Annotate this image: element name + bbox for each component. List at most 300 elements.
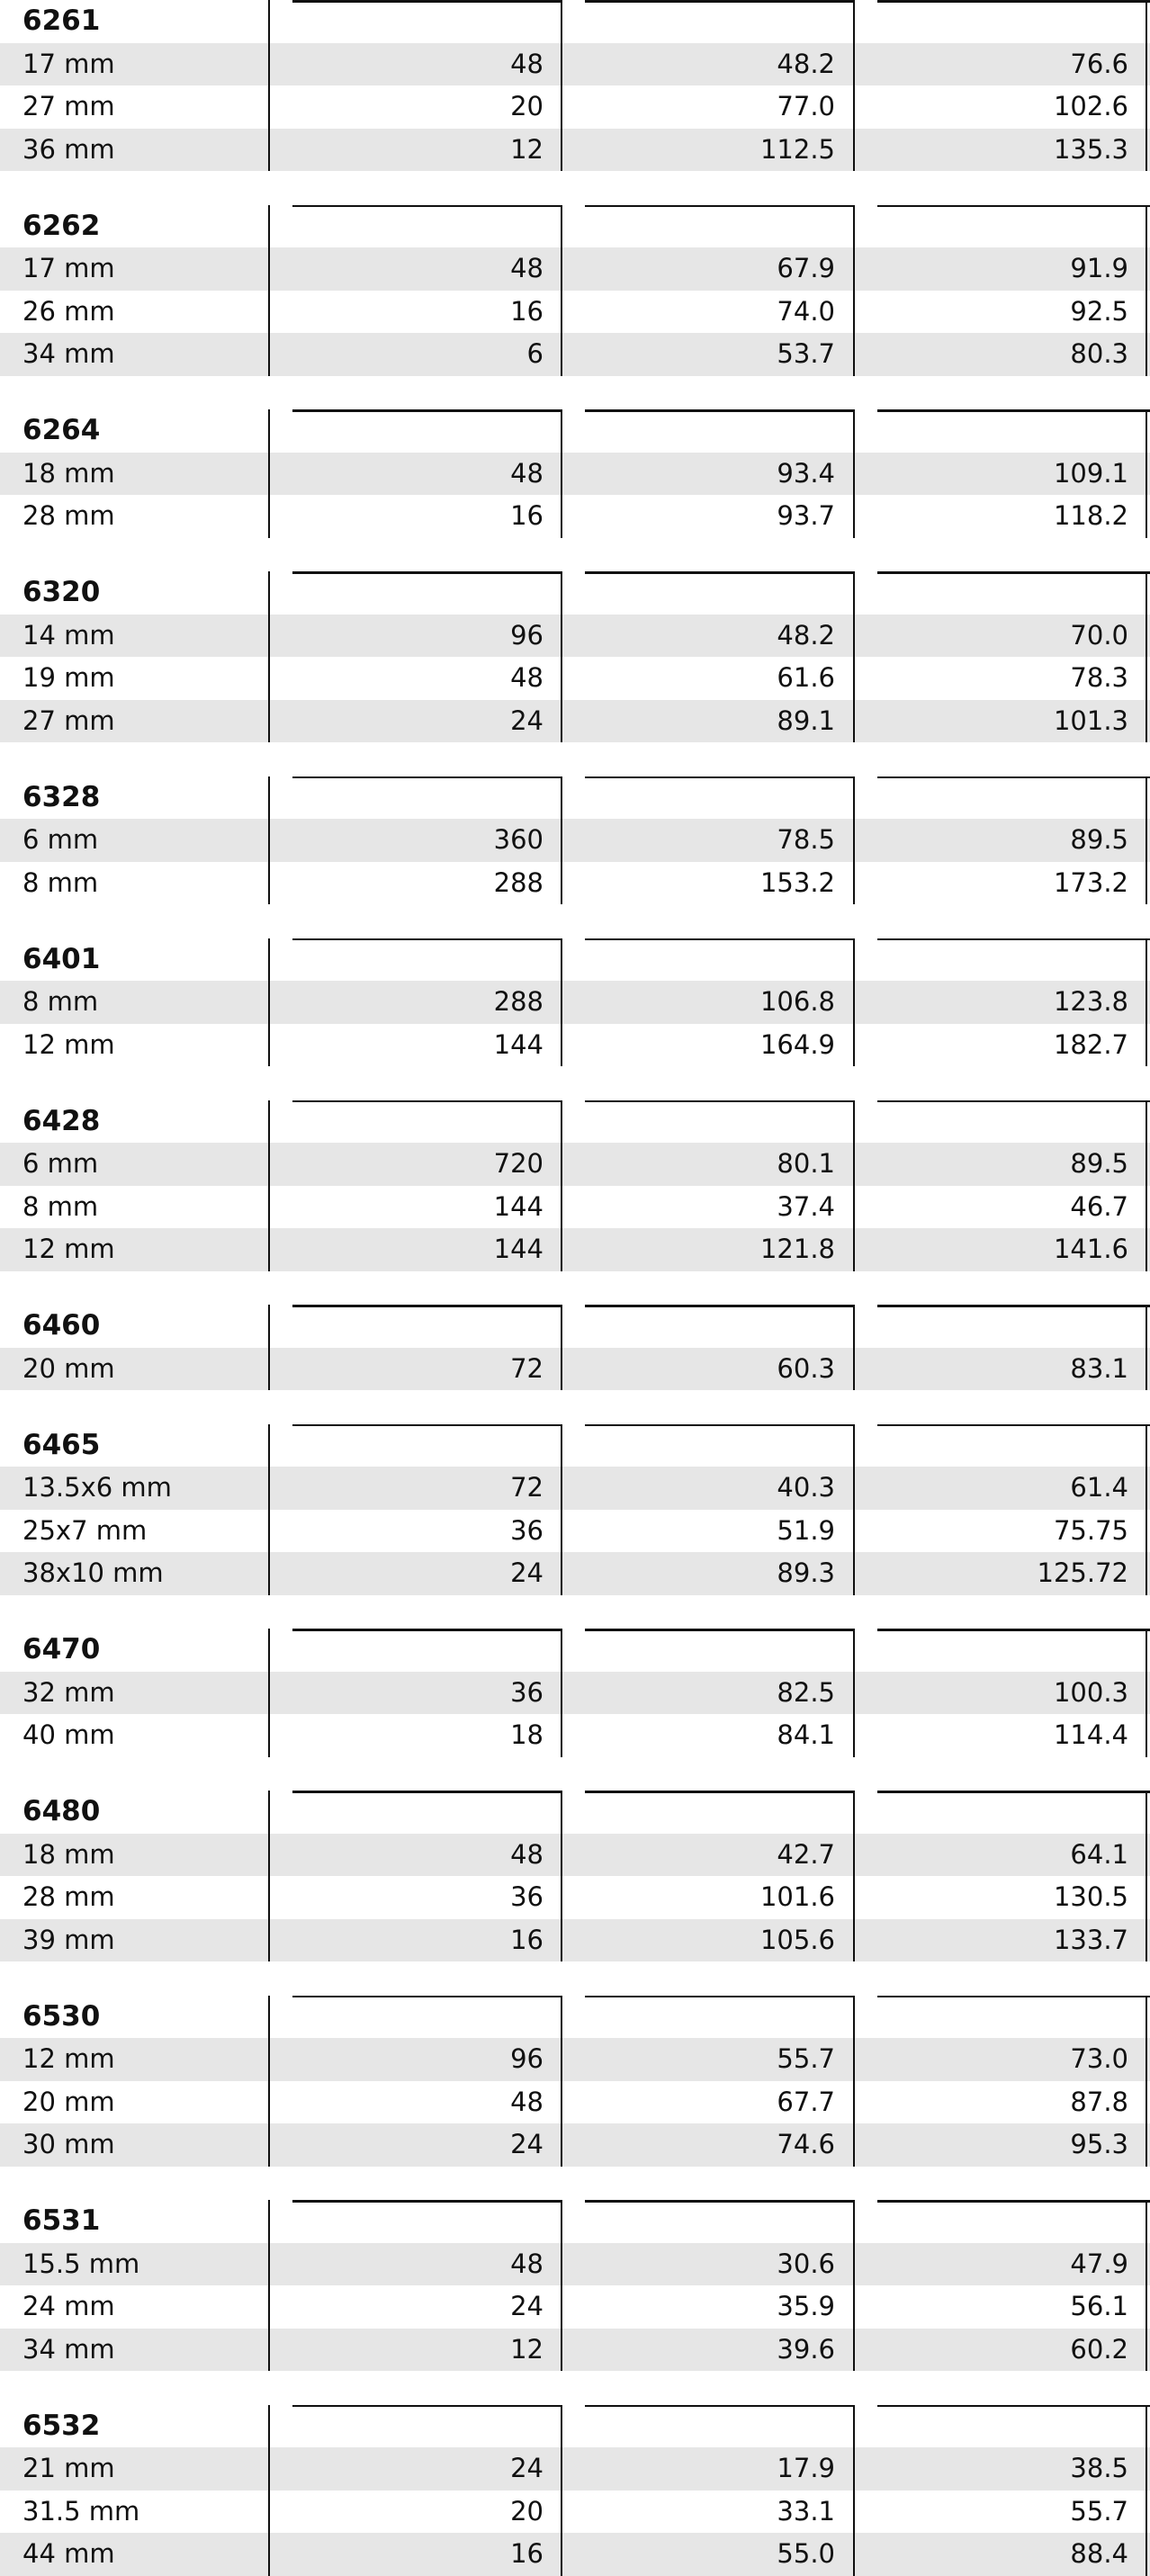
column-top-border bbox=[585, 1424, 855, 1427]
product-group bbox=[0, 1791, 1150, 1961]
table-row bbox=[0, 1714, 1150, 1757]
column-top-border bbox=[877, 1629, 1150, 1631]
group-header bbox=[0, 2200, 1150, 2243]
value-cell-2: 102.6 bbox=[1053, 91, 1128, 121]
column-divider bbox=[268, 1305, 271, 1390]
value-cell: 101.6 bbox=[759, 1881, 835, 1912]
value-cell: 39.6 bbox=[777, 2333, 835, 2365]
column-divider bbox=[1146, 938, 1148, 1067]
column-divider bbox=[853, 938, 856, 1067]
column-divider bbox=[561, 1305, 563, 1390]
column-divider bbox=[561, 571, 563, 742]
value-cell: 84.1 bbox=[777, 1719, 835, 1750]
column-divider bbox=[268, 938, 271, 1067]
size-cell: 12 mm bbox=[22, 2043, 115, 2074]
quantity-cell: 20 bbox=[510, 91, 544, 121]
product-code: 6261 bbox=[22, 4, 101, 37]
size-cell: 39 mm bbox=[22, 1924, 115, 1955]
table-row bbox=[0, 2123, 1150, 2167]
quantity-cell: 16 bbox=[510, 1924, 544, 1955]
value-cell: 30.6 bbox=[777, 2248, 835, 2279]
column-divider bbox=[1146, 1996, 1148, 2167]
product-group bbox=[0, 776, 1150, 905]
value-cell-2: 123.8 bbox=[1053, 986, 1128, 1017]
table-row bbox=[0, 981, 1150, 1024]
table-row bbox=[0, 2533, 1150, 2576]
value-cell: 105.6 bbox=[759, 1924, 835, 1955]
value-cell-2: 91.9 bbox=[1070, 253, 1128, 283]
size-cell: 26 mm bbox=[22, 295, 115, 327]
column-top-border bbox=[292, 2200, 562, 2203]
size-cell: 17 mm bbox=[22, 253, 115, 283]
quantity-cell: 16 bbox=[510, 500, 544, 531]
size-cell: 8 mm bbox=[22, 1190, 99, 1222]
column-top-border bbox=[292, 1791, 562, 1793]
column-divider bbox=[561, 205, 563, 376]
group-header bbox=[0, 1100, 1150, 1144]
value-cell-2: 38.5 bbox=[1070, 2453, 1128, 2483]
column-divider bbox=[1146, 1424, 1148, 1595]
column-top-border bbox=[585, 409, 855, 412]
product-code: 6401 bbox=[22, 942, 101, 975]
product-group bbox=[0, 1305, 1150, 1390]
quantity-cell: 6 bbox=[526, 338, 544, 369]
value-cell-2: 100.3 bbox=[1053, 1676, 1128, 1708]
value-cell: 37.4 bbox=[777, 1190, 835, 1222]
quantity-cell: 96 bbox=[510, 2043, 544, 2074]
group-header bbox=[0, 1791, 1150, 1834]
quantity-cell: 12 bbox=[510, 2333, 544, 2365]
column-divider bbox=[268, 1424, 271, 1595]
size-cell: 19 mm bbox=[22, 662, 115, 693]
quantity-cell: 144 bbox=[493, 1190, 544, 1222]
column-divider bbox=[561, 776, 563, 905]
column-divider bbox=[268, 409, 271, 538]
value-cell: 67.9 bbox=[777, 253, 835, 283]
quantity-cell: 24 bbox=[510, 2453, 544, 2483]
quantity-cell: 96 bbox=[510, 619, 544, 651]
value-cell-2: 83.1 bbox=[1070, 1352, 1128, 1384]
product-code: 6428 bbox=[22, 1104, 101, 1137]
size-cell: 38x10 mm bbox=[22, 1557, 164, 1588]
table-row bbox=[0, 819, 1150, 862]
table-row bbox=[0, 1348, 1150, 1391]
product-code: 6532 bbox=[22, 2409, 101, 2442]
quantity-cell: 72 bbox=[510, 1352, 544, 1384]
table-row bbox=[0, 1510, 1150, 1553]
product-code: 6264 bbox=[22, 414, 101, 446]
value-cell-2: 88.4 bbox=[1070, 2538, 1128, 2569]
value-cell-2: 76.6 bbox=[1070, 48, 1128, 79]
size-cell: 28 mm bbox=[22, 500, 115, 531]
size-cell: 8 mm bbox=[22, 866, 99, 898]
column-top-border bbox=[585, 1305, 855, 1307]
column-divider bbox=[268, 0, 271, 171]
column-divider bbox=[1146, 571, 1148, 742]
value-cell-2: 56.1 bbox=[1070, 2291, 1128, 2321]
column-top-border bbox=[585, 1629, 855, 1631]
value-cell: 93.7 bbox=[777, 500, 835, 531]
size-cell: 6 mm bbox=[22, 824, 99, 855]
column-divider bbox=[268, 2405, 271, 2576]
table-row bbox=[0, 657, 1150, 700]
product-code: 6262 bbox=[22, 209, 101, 242]
value-cell: 55.7 bbox=[777, 2043, 835, 2074]
table-row bbox=[0, 1552, 1150, 1595]
table-row bbox=[0, 495, 1150, 538]
quantity-cell: 18 bbox=[510, 1719, 544, 1750]
group-header bbox=[0, 1424, 1150, 1468]
column-divider bbox=[268, 205, 271, 376]
size-cell: 18 mm bbox=[22, 1838, 115, 1870]
value-cell-2: 61.4 bbox=[1070, 1472, 1128, 1503]
group-header bbox=[0, 2405, 1150, 2448]
size-cell: 12 mm bbox=[22, 1234, 115, 1264]
value-cell-2: 80.3 bbox=[1070, 338, 1128, 369]
column-top-border bbox=[585, 205, 855, 208]
table-row bbox=[0, 247, 1150, 291]
column-top-border bbox=[585, 776, 855, 779]
quantity-cell: 20 bbox=[510, 2495, 544, 2527]
table-row bbox=[0, 2285, 1150, 2329]
column-top-border bbox=[292, 205, 562, 208]
table-row bbox=[0, 1876, 1150, 1919]
quantity-cell: 24 bbox=[510, 1557, 544, 1588]
quantity-cell: 36 bbox=[510, 1514, 544, 1546]
table-row bbox=[0, 1919, 1150, 1962]
size-cell: 20 mm bbox=[22, 1352, 115, 1384]
group-header bbox=[0, 938, 1150, 982]
column-divider bbox=[1146, 409, 1148, 538]
value-cell: 48.2 bbox=[777, 48, 835, 79]
size-cell: 18 mm bbox=[22, 457, 115, 489]
value-cell-2: 118.2 bbox=[1053, 500, 1128, 531]
quantity-cell: 48 bbox=[510, 1838, 544, 1870]
column-divider bbox=[268, 1791, 271, 1961]
value-cell-2: 55.7 bbox=[1070, 2495, 1128, 2527]
quantity-cell: 48 bbox=[510, 2248, 544, 2279]
column-top-border bbox=[877, 409, 1150, 412]
column-top-border bbox=[585, 571, 855, 574]
value-cell: 153.2 bbox=[759, 866, 835, 898]
product-group bbox=[0, 409, 1150, 538]
column-divider bbox=[853, 1424, 856, 1595]
quantity-cell: 288 bbox=[493, 986, 544, 1017]
column-divider bbox=[853, 1629, 856, 1757]
value-cell-2: 133.7 bbox=[1053, 1924, 1128, 1955]
size-cell: 14 mm bbox=[22, 619, 115, 651]
value-cell: 67.7 bbox=[777, 2086, 835, 2117]
product-group bbox=[0, 205, 1150, 376]
column-divider bbox=[268, 1100, 271, 1271]
value-cell: 74.6 bbox=[777, 2129, 835, 2159]
column-top-border bbox=[877, 1424, 1150, 1427]
quantity-cell: 144 bbox=[493, 1028, 544, 1060]
column-divider bbox=[561, 2200, 563, 2371]
column-divider bbox=[561, 1629, 563, 1757]
quantity-cell: 48 bbox=[510, 48, 544, 79]
value-cell: 89.1 bbox=[777, 705, 835, 736]
product-group bbox=[0, 1629, 1150, 1757]
column-top-border bbox=[877, 1100, 1150, 1103]
quantity-cell: 24 bbox=[510, 2129, 544, 2159]
size-cell: 24 mm bbox=[22, 2291, 115, 2321]
column-top-border bbox=[877, 2405, 1150, 2408]
value-cell-2: 173.2 bbox=[1053, 866, 1128, 898]
table-row bbox=[0, 1228, 1150, 1271]
column-divider bbox=[561, 0, 563, 171]
product-group bbox=[0, 571, 1150, 742]
quantity-cell: 36 bbox=[510, 1881, 544, 1912]
table-row bbox=[0, 1672, 1150, 1715]
column-top-border bbox=[292, 776, 562, 779]
column-divider bbox=[561, 1424, 563, 1595]
quantity-cell: 36 bbox=[510, 1676, 544, 1708]
column-top-border bbox=[292, 1100, 562, 1103]
column-divider bbox=[1146, 0, 1148, 171]
quantity-cell: 16 bbox=[510, 2538, 544, 2569]
value-cell: 74.0 bbox=[777, 295, 835, 327]
value-cell: 89.3 bbox=[777, 1557, 835, 1588]
quantity-cell: 720 bbox=[493, 1148, 544, 1179]
size-cell: 40 mm bbox=[22, 1719, 115, 1750]
size-cell: 21 mm bbox=[22, 2453, 115, 2483]
column-top-border bbox=[292, 2405, 562, 2408]
value-cell-2: 95.3 bbox=[1070, 2129, 1128, 2159]
table-row bbox=[0, 333, 1150, 376]
size-cell: 32 mm bbox=[22, 1676, 115, 1708]
size-cell: 30 mm bbox=[22, 2129, 115, 2159]
size-cell: 6 mm bbox=[22, 1148, 99, 1179]
quantity-cell: 48 bbox=[510, 457, 544, 489]
value-cell-2: 182.7 bbox=[1053, 1028, 1128, 1060]
column-divider bbox=[1146, 205, 1148, 376]
product-code: 6530 bbox=[22, 1999, 101, 2033]
product-code: 6328 bbox=[22, 780, 101, 813]
product-group bbox=[0, 938, 1150, 1067]
column-divider bbox=[561, 409, 563, 538]
size-cell: 31.5 mm bbox=[22, 2495, 140, 2527]
size-cell: 36 mm bbox=[22, 133, 115, 165]
value-cell: 78.5 bbox=[777, 824, 835, 855]
size-cell: 28 mm bbox=[22, 1881, 115, 1912]
value-cell-2: 101.3 bbox=[1053, 705, 1128, 736]
value-cell-2: 70.0 bbox=[1070, 619, 1128, 651]
column-top-border bbox=[292, 0, 562, 3]
quantity-cell: 72 bbox=[510, 1472, 544, 1503]
table-row bbox=[0, 2038, 1150, 2081]
product-code: 6531 bbox=[22, 2204, 101, 2237]
column-divider bbox=[853, 1996, 856, 2167]
value-cell-2: 141.6 bbox=[1053, 1234, 1128, 1264]
value-cell-2: 47.9 bbox=[1070, 2248, 1128, 2279]
table-row bbox=[0, 1024, 1150, 1067]
table-row bbox=[0, 43, 1150, 86]
group-header bbox=[0, 1629, 1150, 1672]
column-top-border bbox=[292, 1424, 562, 1427]
quantity-cell: 48 bbox=[510, 2086, 544, 2117]
column-divider bbox=[561, 1996, 563, 2167]
value-cell: 61.6 bbox=[777, 662, 835, 693]
column-divider bbox=[853, 409, 856, 538]
value-cell-2: 130.5 bbox=[1053, 1881, 1128, 1912]
value-cell: 121.8 bbox=[759, 1234, 835, 1264]
column-top-border bbox=[585, 938, 855, 941]
product-code: 6320 bbox=[22, 576, 101, 608]
value-cell-2: 114.4 bbox=[1053, 1719, 1128, 1750]
group-header bbox=[0, 1305, 1150, 1348]
table-row bbox=[0, 2329, 1150, 2372]
column-top-border bbox=[292, 571, 562, 574]
value-cell: 164.9 bbox=[759, 1028, 835, 1060]
quantity-cell: 288 bbox=[493, 866, 544, 898]
size-cell: 44 mm bbox=[22, 2538, 115, 2569]
table-row bbox=[0, 291, 1150, 334]
column-divider bbox=[853, 1305, 856, 1390]
value-cell-2: 75.75 bbox=[1053, 1514, 1128, 1546]
value-cell-2: 109.1 bbox=[1053, 457, 1128, 489]
quantity-cell: 12 bbox=[510, 133, 544, 165]
table-row bbox=[0, 1834, 1150, 1877]
quantity-cell: 48 bbox=[510, 662, 544, 693]
product-code: 6460 bbox=[22, 1309, 101, 1342]
column-top-border bbox=[877, 205, 1150, 208]
group-header bbox=[0, 776, 1150, 820]
product-group bbox=[0, 2405, 1150, 2576]
column-top-border bbox=[877, 1996, 1150, 1998]
column-top-border bbox=[877, 938, 1150, 941]
column-top-border bbox=[877, 1305, 1150, 1307]
column-divider bbox=[1146, 1629, 1148, 1757]
group-header bbox=[0, 1996, 1150, 2039]
column-divider bbox=[561, 938, 563, 1067]
value-cell: 80.1 bbox=[777, 1148, 835, 1179]
product-code: 6480 bbox=[22, 1795, 101, 1827]
column-top-border bbox=[585, 0, 855, 3]
quantity-cell: 16 bbox=[510, 295, 544, 327]
value-cell-2: 135.3 bbox=[1053, 133, 1128, 165]
value-cell-2: 73.0 bbox=[1070, 2043, 1128, 2074]
size-cell: 13.5x6 mm bbox=[22, 1472, 172, 1503]
column-top-border bbox=[585, 2405, 855, 2408]
column-divider bbox=[268, 1629, 271, 1757]
column-divider bbox=[1146, 1791, 1148, 1961]
column-divider bbox=[853, 0, 856, 171]
table-row bbox=[0, 700, 1150, 743]
column-divider bbox=[268, 571, 271, 742]
product-group bbox=[0, 0, 1150, 171]
product-code: 6465 bbox=[22, 1428, 101, 1461]
table-row bbox=[0, 862, 1150, 905]
column-top-border bbox=[877, 0, 1150, 3]
value-cell: 77.0 bbox=[777, 91, 835, 121]
table-row bbox=[0, 85, 1150, 129]
column-top-border bbox=[292, 1305, 562, 1307]
group-header bbox=[0, 571, 1150, 615]
size-cell: 15.5 mm bbox=[22, 2248, 140, 2279]
column-divider bbox=[853, 1100, 856, 1271]
column-divider bbox=[1146, 1100, 1148, 1271]
column-divider bbox=[853, 205, 856, 376]
value-cell: 48.2 bbox=[777, 619, 835, 651]
value-cell-2: 78.3 bbox=[1070, 662, 1128, 693]
column-divider bbox=[561, 2405, 563, 2576]
table-row bbox=[0, 453, 1150, 496]
group-header bbox=[0, 205, 1150, 248]
value-cell: 40.3 bbox=[777, 1472, 835, 1503]
value-cell: 106.8 bbox=[759, 986, 835, 1017]
quantity-cell: 360 bbox=[493, 824, 544, 855]
value-cell: 35.9 bbox=[777, 2291, 835, 2321]
value-cell: 112.5 bbox=[759, 133, 835, 165]
column-divider bbox=[853, 1791, 856, 1961]
value-cell-2: 89.5 bbox=[1070, 1148, 1128, 1179]
size-cell: 34 mm bbox=[22, 338, 115, 369]
quantity-cell: 48 bbox=[510, 253, 544, 283]
column-top-border bbox=[292, 938, 562, 941]
value-cell-2: 89.5 bbox=[1070, 824, 1128, 855]
table-row bbox=[0, 2081, 1150, 2124]
column-divider bbox=[561, 1791, 563, 1961]
column-divider bbox=[1146, 2405, 1148, 2576]
column-top-border bbox=[877, 1791, 1150, 1793]
value-cell-2: 87.8 bbox=[1070, 2086, 1128, 2117]
table-row bbox=[0, 615, 1150, 658]
size-cell: 27 mm bbox=[22, 705, 115, 736]
table-row bbox=[0, 1186, 1150, 1229]
column-divider bbox=[561, 1100, 563, 1271]
column-divider bbox=[1146, 776, 1148, 905]
value-cell-2: 92.5 bbox=[1070, 295, 1128, 327]
column-top-border bbox=[292, 1629, 562, 1631]
product-group bbox=[0, 1424, 1150, 1595]
column-divider bbox=[853, 2200, 856, 2371]
column-divider bbox=[1146, 1305, 1148, 1390]
quantity-cell: 144 bbox=[493, 1234, 544, 1264]
size-cell: 8 mm bbox=[22, 986, 99, 1017]
size-cell: 17 mm bbox=[22, 48, 115, 79]
column-divider bbox=[268, 2200, 271, 2371]
table-row bbox=[0, 2491, 1150, 2534]
value-cell-2: 60.2 bbox=[1070, 2333, 1128, 2365]
value-cell: 51.9 bbox=[777, 1514, 835, 1546]
column-top-border bbox=[292, 1996, 562, 1998]
column-top-border bbox=[585, 1100, 855, 1103]
column-top-border bbox=[877, 2200, 1150, 2203]
column-divider bbox=[268, 776, 271, 905]
value-cell-2: 64.1 bbox=[1070, 1838, 1128, 1870]
table-row bbox=[0, 2447, 1150, 2491]
group-header bbox=[0, 0, 1150, 43]
table-row bbox=[0, 2243, 1150, 2286]
table-row bbox=[0, 1143, 1150, 1186]
table-row bbox=[0, 129, 1150, 172]
column-top-border bbox=[585, 2200, 855, 2203]
column-top-border bbox=[877, 776, 1150, 779]
size-cell: 25x7 mm bbox=[22, 1514, 148, 1546]
quantity-cell: 24 bbox=[510, 2291, 544, 2321]
value-cell: 55.0 bbox=[777, 2538, 835, 2569]
value-cell-2: 46.7 bbox=[1070, 1190, 1128, 1222]
table-row bbox=[0, 1467, 1150, 1510]
size-cell: 34 mm bbox=[22, 2333, 115, 2365]
value-cell: 33.1 bbox=[777, 2495, 835, 2527]
size-cell: 20 mm bbox=[22, 2086, 115, 2117]
column-top-border bbox=[877, 571, 1150, 574]
value-cell: 42.7 bbox=[777, 1838, 835, 1870]
value-cell: 53.7 bbox=[777, 338, 835, 369]
column-top-border bbox=[585, 1996, 855, 1998]
